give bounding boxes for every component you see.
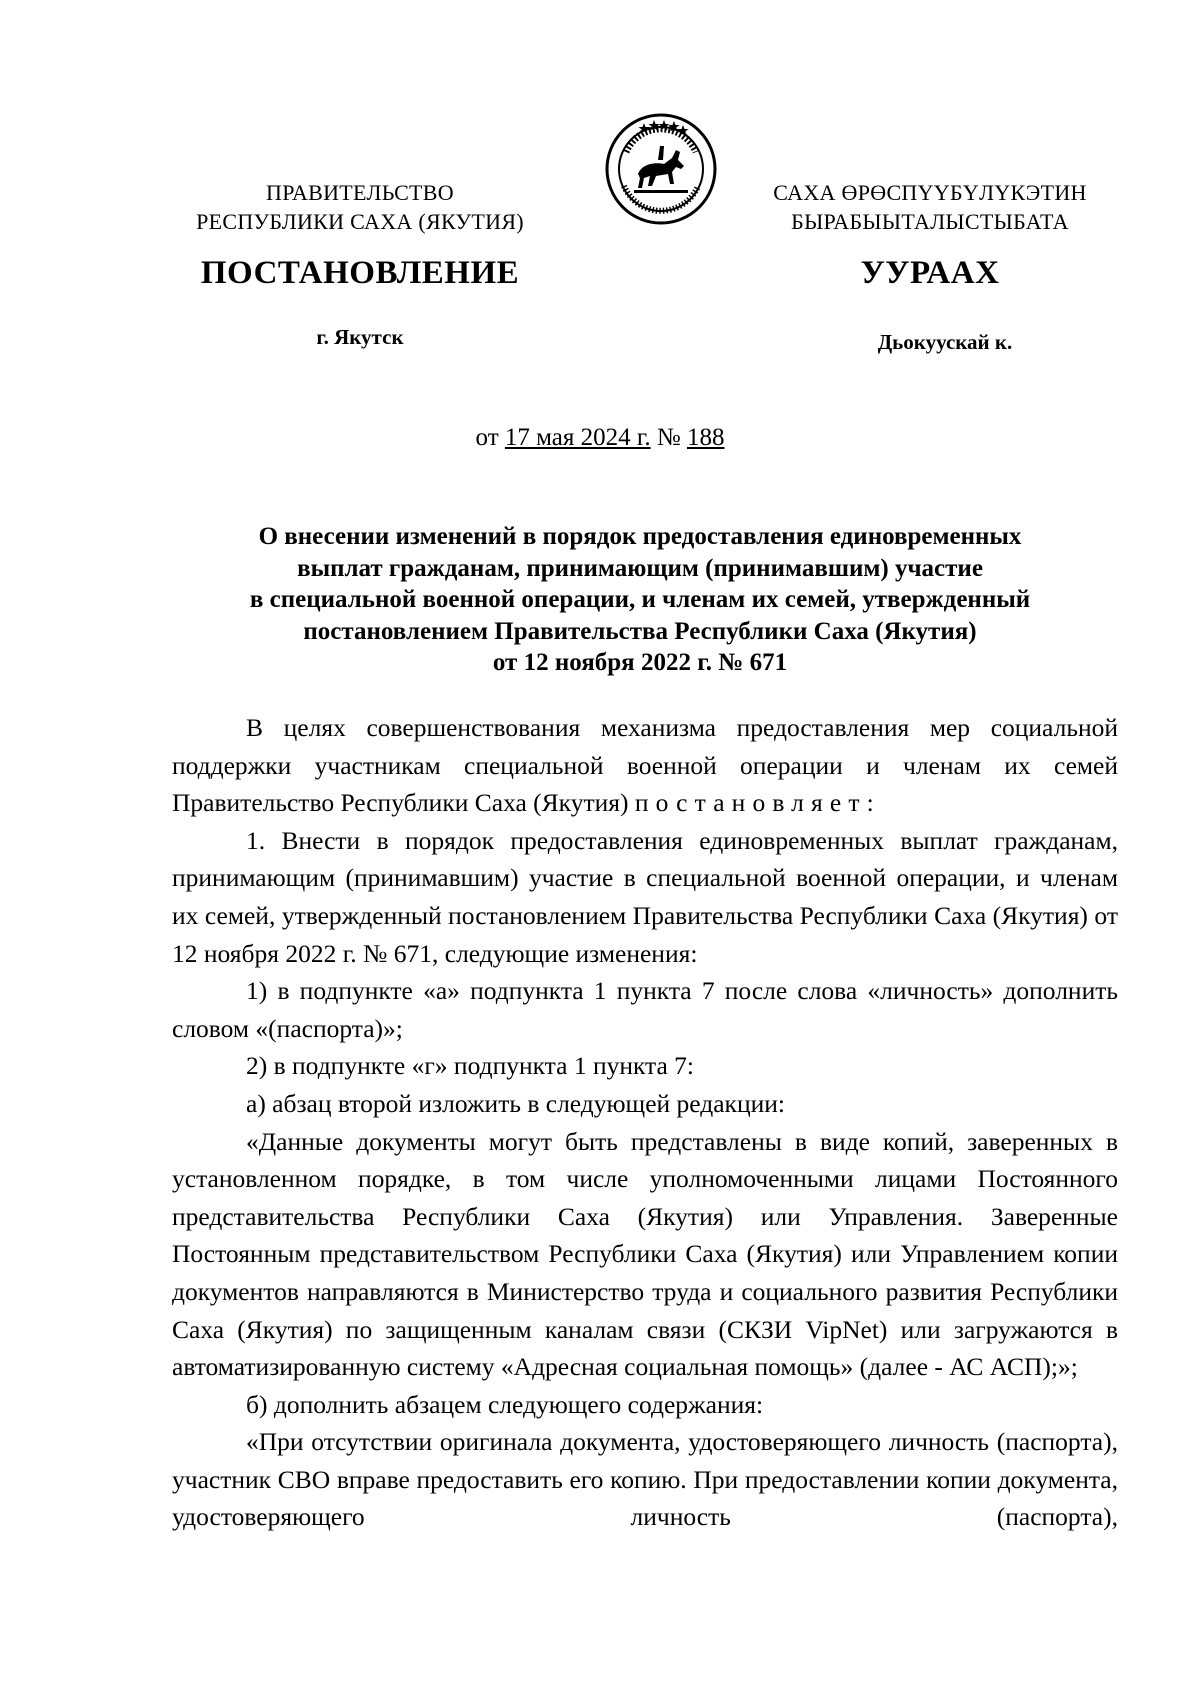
document-title [160, 521, 1120, 679]
city-sakha: Дьокуускай к. [877, 330, 1013, 354]
document-date: 17 мая 2024 г. [504, 424, 651, 451]
issuer-ru-line2: РЕСПУБЛИКИ САХА (ЯКУТИЯ) [196, 209, 524, 234]
issuer-sakha [740, 178, 1120, 236]
doc-type-sakha: УУРААХ [860, 255, 1000, 291]
paragraph-subitem-1: 1) в подпункте «а» подпункта 1 пункта 7 после слова «личность» дополнить словом «(паспорта)»; [172, 976, 1118, 1043]
title-line: в специальной военной операции, и членам их семей, утвержденный [249, 586, 1031, 613]
date-number-line [0, 424, 1200, 452]
paragraph-quote-2: «При отсутствии оригинала документа, удостоверяющего личность (паспорта), участник СВО вправе предоставить его копию. При предоставлении копии документа, удостоверяющего личность (паспорта), [172, 1427, 1118, 1532]
date-prefix: от [475, 424, 499, 451]
paragraph-subitem-2a: а) абзац второй изложить в следующей редакции: [246, 1088, 785, 1118]
paragraph-item-1: 1. Внести в порядок предоставления единовременных выплат гражданам, принимающим (принимавшим) участие в специальной военной операции, и членам их семей, утвержденный постановлением Правительства Республики Саха (Якутия) от 12 ноября 2022 г. № 671, следующие изменения: [172, 825, 1118, 968]
paragraph-subitem-2: 2) в подпункте «г» подпункта 1 пункта 7: [246, 1051, 695, 1081]
issuer-sakha-line1: САХА ӨРӨСПҮҮБҮЛҮКЭТИН [773, 180, 1087, 205]
title-line: постановлением Правительства Республики Саха (Якутия) [303, 617, 977, 645]
paragraph-quote-1: «Данные документы могут быть представлены в виде копий, заверенных в установленном порядке, в том числе уполномоченными лицами Постоянного представительства Республики Саха (Якутия) или Управления. Заверенные Постоянным представительством Республики Саха (Якутия) или Управлением копии документов направляются в Министерство труда и социального развития Республики Саха (Якутия) по защищенным каналам связи (СКЗИ VipNet) или загружаются в автоматизированную систему «Адресная социальная помощь» (далее - АС АСП);»; [172, 1126, 1118, 1382]
document-body [172, 709, 1118, 1536]
doc-type-ru: ПОСТАНОВЛЕНИЕ [200, 255, 520, 291]
emblem-icon [604, 112, 718, 226]
preamble-text: В целях совершенствования механизма предоставления мер социальной поддержки участникам специальной военной операции и членам их семей Правительство Республики Саха (Якутия) [172, 713, 1118, 818]
city-ru: г. Якутск [316, 325, 404, 349]
title-line: О внесении изменений в порядок предоставления единовременных [258, 523, 1022, 550]
title-line: от 12 ноября 2022 г. № 671 [492, 649, 788, 676]
document-number: 188 [686, 424, 725, 451]
number-sign: № [656, 424, 681, 451]
issuer-ru-line1: ПРАВИТЕЛЬСТВО [266, 180, 454, 205]
paragraph-preamble [172, 709, 1118, 822]
issuer-ru [170, 178, 550, 236]
title-line: выплат гражданам, принимающим (принимавшим) участие [297, 554, 983, 582]
paragraph-subitem-2b: б) дополнить абзацем следующего содержания: [246, 1389, 764, 1419]
issuer-sakha-line2: БЫРАБЫЫТАЛЫСТЫБАТА [791, 209, 1069, 234]
resolves-word: постановляет: [634, 788, 881, 818]
